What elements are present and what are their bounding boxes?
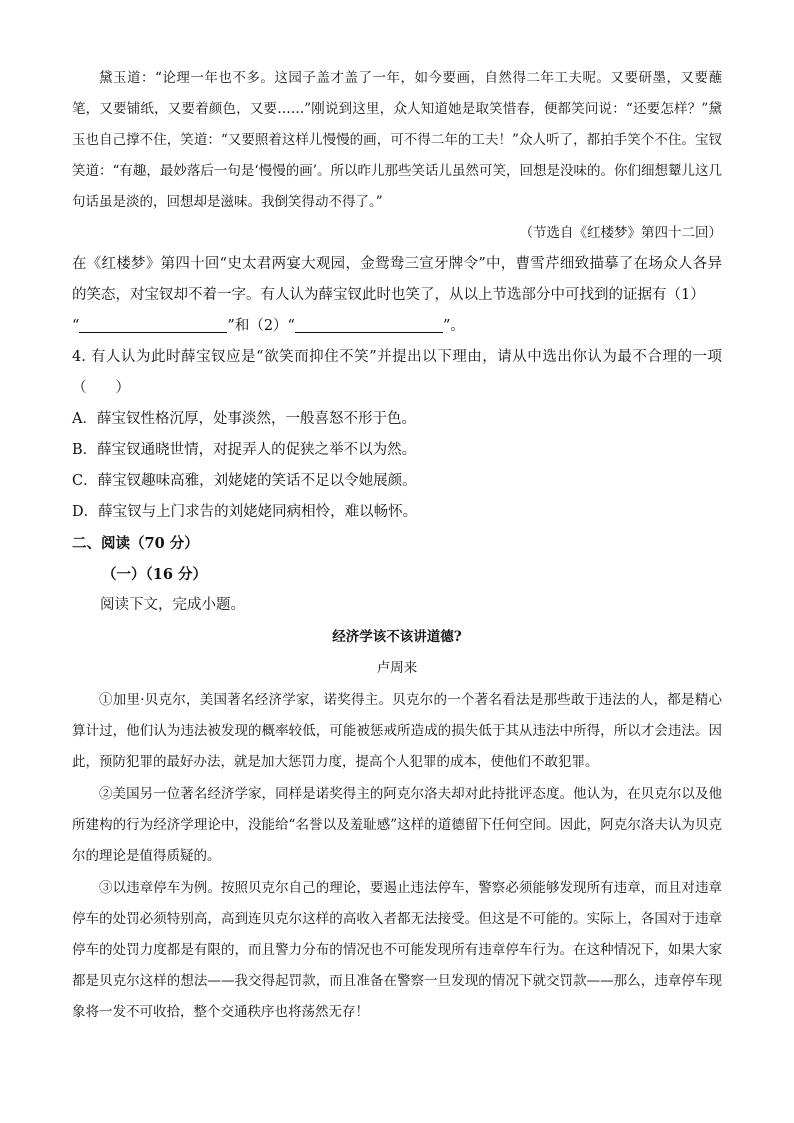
question-3	[72, 249, 722, 342]
source-citation: （节选自《红楼梦》第四十二回）	[519, 225, 722, 241]
option-c[interactable]: C．薛宝钗趣味高雅，刘姥姥的笑话不足以令她展颜。	[72, 473, 417, 489]
article-paragraph-3: ③以违章停车为例。按照贝克尔自己的理论，要遏止违法停车，警察必须能够发现所有违章，而且对违章停车的处罚必须特别高，高到连贝克尔这样的高收入者都无法接受。但这是不可能的。实际上，各国对于违章停车的处罚力度都是有限的，而且警力分布的情况也不可能发现所有违章停车行为。在这种情况下，如果大家都是贝克尔这样的想法——我交得起罚款，而且准备在警察一旦发现的情况下就交罚款——那么，违章停车现象将一发不可收拾，整个交通秩序也将荡然无存！	[72, 880, 722, 1020]
question-3-mid: ”和（2）“	[227, 318, 295, 334]
answer-blank-2[interactable]	[295, 316, 443, 333]
answer-blank-1[interactable]	[79, 316, 227, 333]
article-title: 经济学该不该讲道德?	[332, 629, 462, 645]
question-3-text: 在《红楼梦》第四十回“史太君两宴大观园，金鸳鸯三宣牙牌令”中，曹雪芹细致描摹了在场众人各异的笑态，对宝钗却不着一字。有人认为薛宝钗此时也笑了，从以上节选部分中可找到的证据有（1）	[72, 256, 722, 303]
question-3-open-quote: “	[72, 318, 80, 334]
question-3-end: ”。	[442, 318, 465, 334]
option-d[interactable]: D．薛宝钗与上门求告的刘姥姥同病相怜，难以畅怀。	[72, 504, 418, 520]
instruction-text: 阅读下文，完成小题。	[100, 597, 245, 613]
article-author: 卢周来	[376, 660, 418, 676]
option-a[interactable]: A．薛宝钗性格沉厚，处事淡然，一般喜怒不形于色。	[72, 411, 416, 427]
section-heading: 二、阅读（70 分）	[72, 535, 199, 552]
subsection-heading: （一）（16 分）	[102, 566, 207, 583]
article-paragraph-1: ①加里·贝克尔，美国著名经济学家，诺奖得主。贝克尔的一个著名看法是那些敢于违法的人，都是精心算计过，他们认为违法被发现的概率较低，可能被惩戒所造成的损失低于其从违法中所得，所以才会违法。因此，预防犯罪的最好办法，就是加大惩罚力度，提高个人犯罪的成本，使他们不敢犯罪。	[72, 692, 722, 770]
dialogue-paragraph: 黛玉道：“论理一年也不多。这园子盖才盖了一年，如今要画，自然得二年工夫呢。又要研墨，又要蘸笔，又要铺纸，又要着颜色，又要……”刚说到这里，众人知道她是取笑惜春，便都笑问说：“还要怎样？”黛玉也自己撑不住，笑道：“又要照着这样儿慢慢的画，可不得二年的工夫！”众人听了，都拍手笑个不住。宝钗笑道：“有趣，最妙落后一句是‘慢慢的画’。所以昨儿那些笑话儿虽然可笑，回想是没味的。你们细想颦儿这几句话虽是淡的，回想却是滋味。我倒笑得动不得了。”	[72, 70, 722, 210]
question-4-stem: 4. 有人认为此时薛宝钗应是“欲笑而抑住不笑”并提出以下理由，请从中选出你认为最不合理的一项（ ）	[72, 349, 722, 396]
option-b[interactable]: B．薛宝钗通晓世情，对捉弄人的促狭之举不以为然。	[72, 442, 417, 458]
article-paragraph-2: ②美国另一位著名经济学家，同样是诺奖得主的阿克尔洛夫却对此持批评态度。他认为，在贝克尔以及他所建构的行为经济学理论中，没能给“名誉以及羞耻感”这样的道德留下任何空间。因此，阿克尔洛夫认为贝克尔的理论是值得质疑的。	[72, 786, 722, 864]
